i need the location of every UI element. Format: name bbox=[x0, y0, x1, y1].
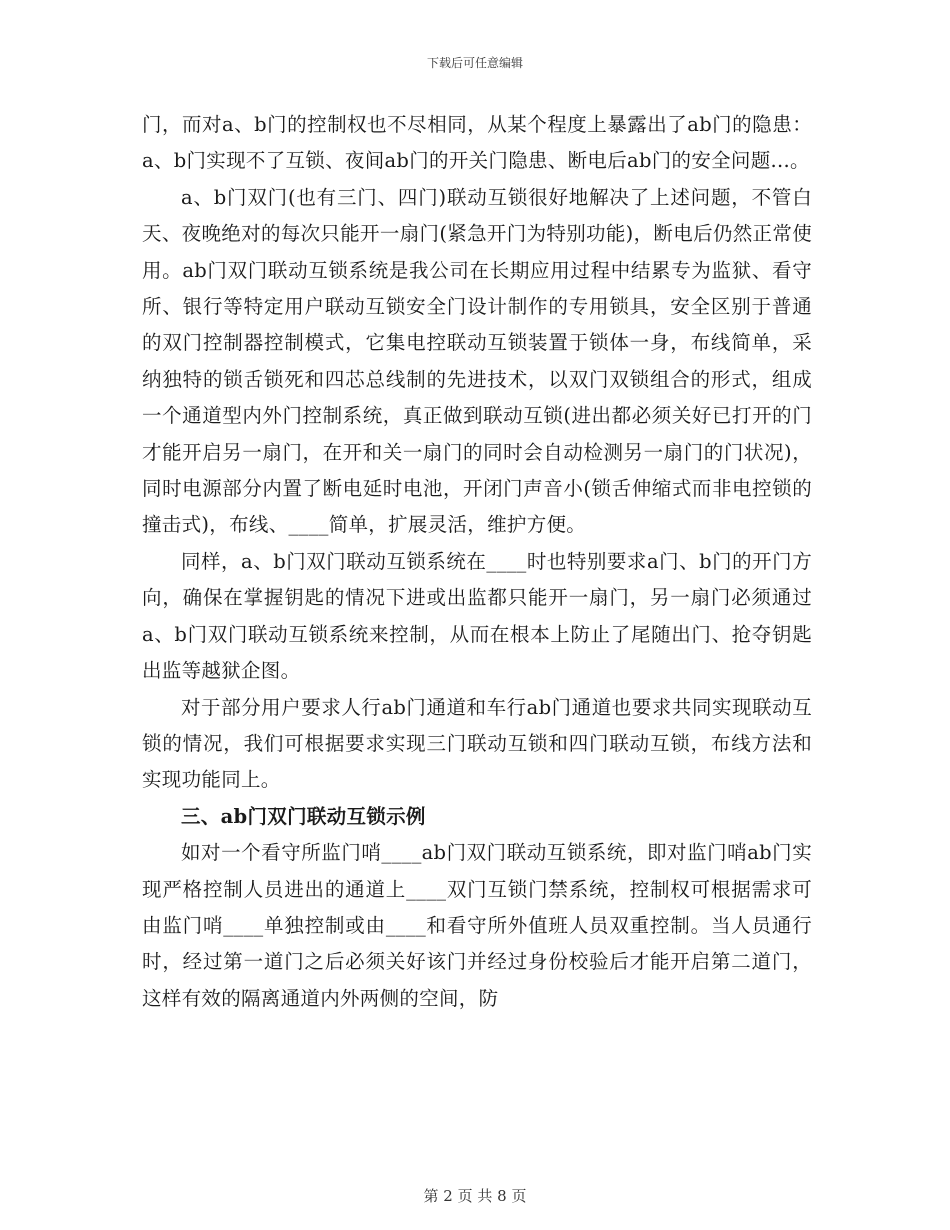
document-body bbox=[142, 107, 812, 1017]
page-footer: 第 2 页 共 8 页 bbox=[423, 1187, 527, 1205]
paragraph-example: 如对一个看守所监门哨____ab门双门联动互锁系统，即对监门哨ab门实现严格控制人员进出的通道上____双门互锁门禁系统，控制权可根据需求可由监门哨____单独控制或由____和看守所外值班人员双重控制。当人员通行时，经过第一道门之后必须关好该门并经过身份校验后才能开启第二道门，这样有效的隔离通道内外两侧的空间，防 bbox=[142, 841, 812, 1010]
paragraph-door-direction: 同样，a、b门双门联动互锁系统在____时也特别要求a门、b门的开门方向，确保在掌握钥匙的情况下进或出监都只能开一扇门，另一扇门必须通过a、b门双门联动互锁系统来控制，从而在根本上防止了尾随出门、抢夺钥匙出监等越狱企图。 bbox=[142, 549, 812, 683]
paragraph-continuation: 门，而对a、b门的控制权也不尽相同，从某个程度上暴露出了ab门的隐患：a、b门实现不了互锁、夜间ab门的开关门隐患、断电后ab门的安全问题...。 bbox=[142, 113, 812, 173]
section-heading: 三、ab门双门联动互锁示例 bbox=[181, 804, 426, 828]
paragraph-interlock-description: a、b门双门(也有三门、四门)联动互锁很好地解决了上述问题，不管白天、夜晚绝对的每次只能开一扇门(紧急开门为特别功能)，断电后仍然正常使用。ab门双门联动互锁系统是我公司在长期应用过程中结累专为监狱、看守所、银行等特定用户联动互锁安全门设计制作的专用锁具，安全区别于普通的双门控制器控制模式，它集电控联动互锁装置于锁体一身，布线简单，采纳独特的锁舌锁死和四芯总线制的先进技术，以双门双锁组合的形式，组成一个通道型内外门控制系统，真正做到联动互锁(进出都必须关好已打开的门才能开启另一扇门，在开和关一扇门的同时会自动检测另一扇门的门状况)，同时电源部分内置了断电延时电池，开闭门声音小(锁舌伸缩式而非电控锁的撞击式)，布线、____简单，扩展灵活，维护方便。 bbox=[142, 185, 812, 537]
paragraph-multi-door: 对于部分用户要求人行ab门通道和车行ab门通道也要求共同实现联动互锁的情况，我们可根据要求实现三门联动互锁和四门联动互锁，布线方法和实现功能同上。 bbox=[142, 695, 812, 792]
page-header: 下载后可任意编辑 bbox=[426, 56, 523, 70]
